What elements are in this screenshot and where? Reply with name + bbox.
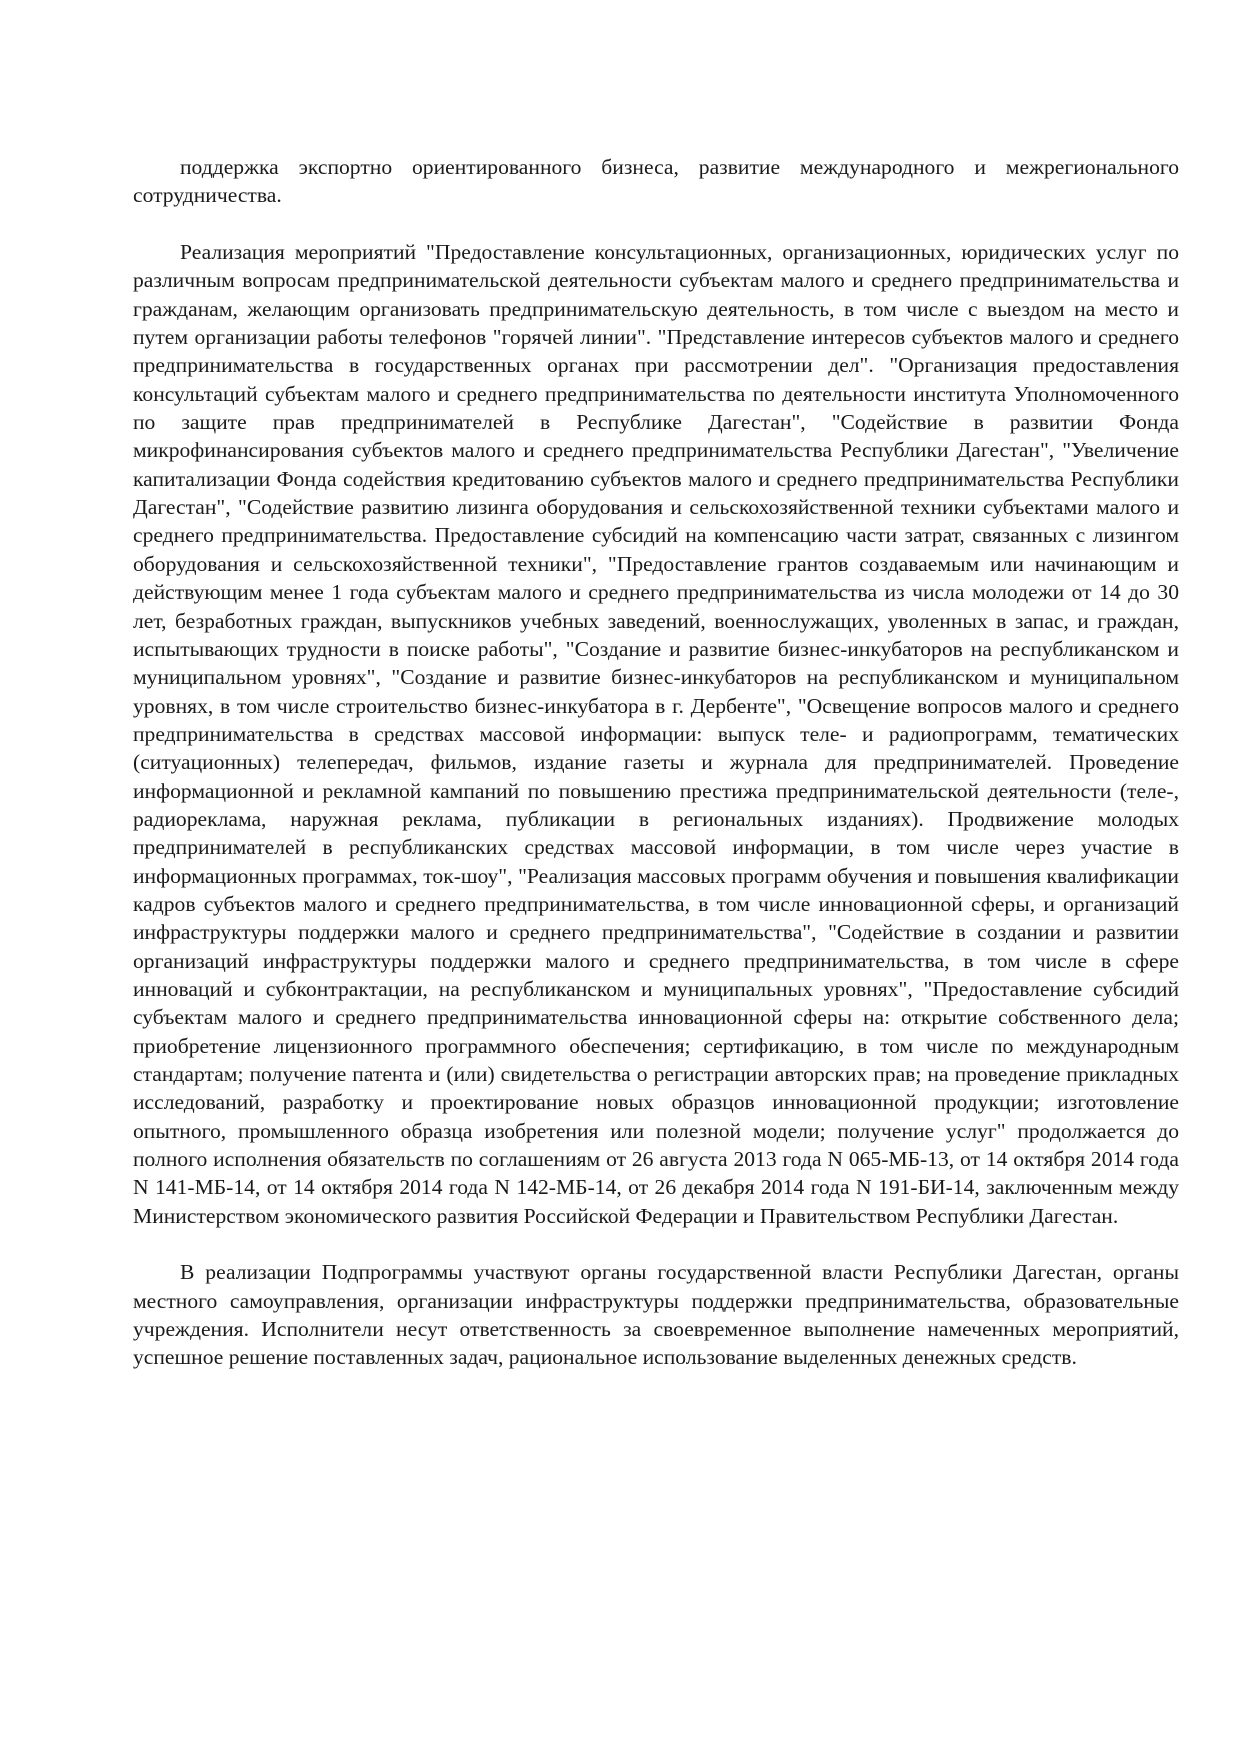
document-page — [133, 153, 1179, 1372]
paragraph-measures-implementation: Реализация мероприятий "Предоставление консультационных, организационных, юридических услуг по различным вопросам предпринимательской деятельности субъектам малого и среднего предпринимательства и гражданам, желающим организовать предпринимательскую деятельность, в том числе с выездом на место и путем организации работы телефонов "горячей линии". "Представление интересов субъектов малого и среднего предпринимательства в государственных органах при рассмотрении дел". "Организация предоставления консультаций субъектам малого и среднего предпринимательства по деятельности института Уполномоченного по защите прав предпринимателей в Республике Дагестан", "Содействие в развитии Фонда микрофинансирования субъектов малого и среднего предпринимательства Республики Дагестан", "Увеличение капитализации Фонда содействия кредитованию субъектов малого и среднего предпринимательства Республики Дагестан", "Содействие развитию лизинга оборудования и сельскохозяйственной техники субъектами малого и среднего предпринимательства. Предоставление субсидий на компенсацию части затрат, связанных с лизингом оборудования и сельскохозяйственной техники", "Предоставление грантов создаваемым или начинающим и действующим менее 1 года субъектам малого и среднего предпринимательства из числа молодежи от 14 до 30 лет, безработных граждан, выпускников учебных заведений, военнослужащих, уволенных в запас, и граждан, испытывающих трудности в поиске работы", "Создание и развитие бизнес-инкубаторов на республиканском и муниципальном уровнях", "Создание и развитие бизнес-инкубаторов на республиканском и муниципальном уровнях, в том числе строительство бизнес-инкубатора в г. Дербенте", "Освещение вопросов малого и среднего предпринимательства в средствах массовой информации: выпуск теле- и радиопрограмм, тематических (ситуационных) телепередач, фильмов, издание газеты и журнала для предпринимателей. Проведение информационной и рекламной кампаний по повышению престижа предпринимательской деятельности (теле-, радиореклама, наружная реклама, публикации в региональных изданиях). Продвижение молодых предпринимателей в республиканских средствах массовой информации, в том числе через участие в информационных программах, ток-шоу", "Реализация массовых программ обучения и повышения квалификации кадров субъектов малого и среднего предпринимательства, в том числе инновационной сферы, и организаций инфраструктуры поддержки малого и среднего предпринимательства", "Содействие в создании и развитии организаций инфраструктуры поддержки малого и среднего предпринимательства, в том числе в сфере инноваций и субконтрактации, на республиканском и муниципальных уровнях", "Предоставление субсидий субъектам малого и среднего предпринимательства инновационной сферы на: открытие собственного дела; приобретение лицензионного программного обеспечения; сертификацию, в том числе по международным стандартам; получение патента и (или) свидетельства о регистрации авторских прав; на проведение прикладных исследований, разработку и проектирование новых образцов инновационной продукции; изготовление опытного, промышленного образца изобретения или полезной модели; получение услуг" продолжается до полного исполнения обязательств по соглашениям от 26 августа 2013 года N 065-МБ-13, от 14 октября 2014 года N 141-МБ-14, от 14 октября 2014 года N 142-МБ-14, от 26 декабря 2014 года N 191-БИ-14, заключенным между Министерством экономического развития Российской Федерации и Правительством Республики Дагестан. — [133, 240, 1179, 1228]
paragraph-export-support: поддержка экспортно ориентированного бизнеса, развитие международного и межрегионального сотрудничества. — [133, 155, 1179, 208]
paragraph-participants: В реализации Подпрограммы участвуют органы государственной власти Республики Дагестан, органы местного самоуправления, организации инфраструктуры поддержки предпринимательства, образовательные учреждения. Исполнители несут ответственность за своевременное выполнение намеченных мероприятий, успешное решение поставленных задач, рациональное использование выделенных денежных средств. — [133, 1260, 1179, 1370]
